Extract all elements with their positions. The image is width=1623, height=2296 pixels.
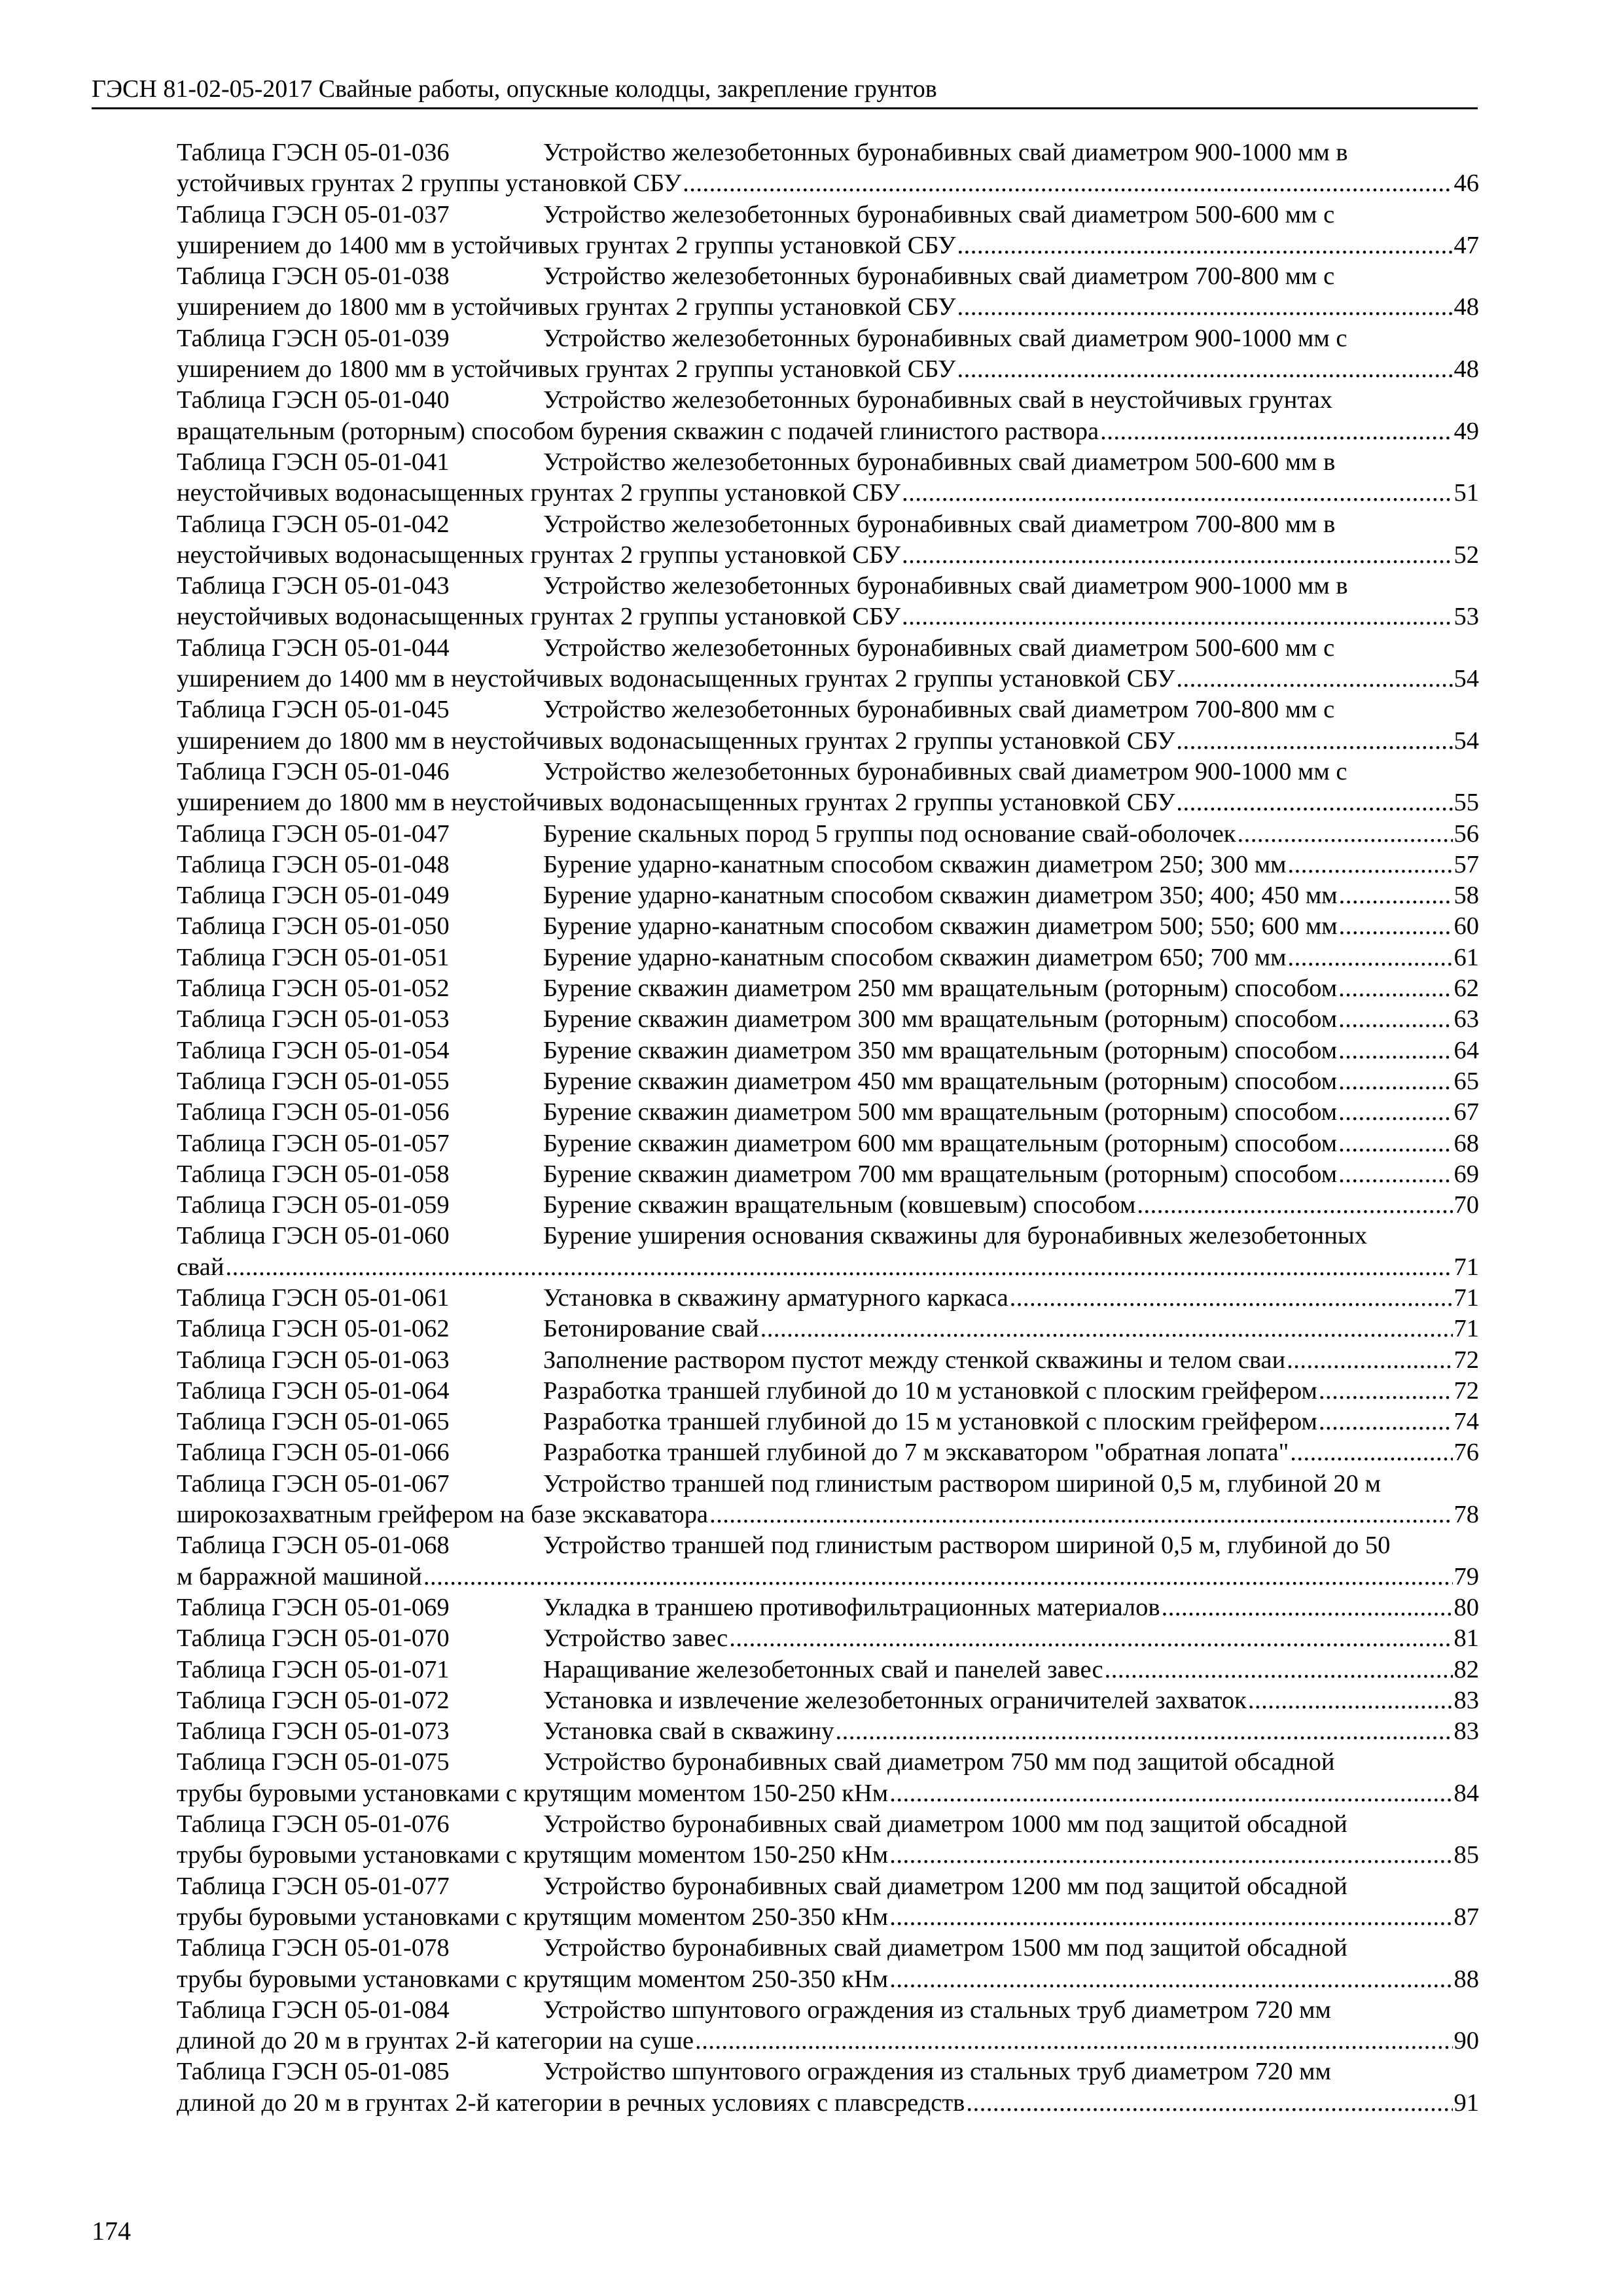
toc-entry[interactable] [177, 385, 1479, 447]
toc-page-number: 70 [1454, 1191, 1479, 1219]
toc-entry-title: Устройство завес [543, 1624, 728, 1653]
toc-table-code: Таблица ГЭСН 05-01-064 [177, 1376, 450, 1405]
toc-table-code: Таблица ГЭСН 05-01-036 [177, 139, 450, 166]
toc-dot-leader [1338, 973, 1452, 1004]
toc-page-number: 76 [1454, 1439, 1479, 1467]
toc-entry-title: Устройство железобетонных буронабивных свай диаметром 900-1000 мм с [543, 324, 1347, 352]
toc-entry[interactable] [177, 1221, 1479, 1283]
toc-table-code: Таблица ГЭСН 05-01-057 [177, 1129, 450, 1157]
toc-page-number: 48 [1454, 293, 1479, 321]
toc-entry-title-continued: уширением до 1800 мм в неустойчивых водонасыщенных грунтах 2 группы установкой СБУ [177, 789, 1175, 817]
toc-table-code: Таблица ГЭСН 05-01-053 [177, 1005, 450, 1033]
toc-table-code: Таблица ГЭСН 05-01-059 [177, 1191, 450, 1219]
toc-dot-leader [902, 540, 1452, 571]
toc-dot-leader [1137, 1190, 1452, 1221]
toc-entry[interactable] [177, 2056, 1479, 2119]
toc-dot-leader [835, 1716, 1452, 1747]
toc-dot-leader [1105, 1655, 1453, 1685]
toc-entry-title-continued: трубы буровыми установками с крутящим моментом 150-250 кНм [177, 1841, 889, 1869]
toc-entry-title: Установка в скважину арматурного каркаса [543, 1283, 1008, 1312]
toc-entry[interactable] [177, 1066, 1479, 1097]
toc-page-number: 62 [1454, 975, 1479, 1003]
toc-entry[interactable] [177, 1190, 1479, 1221]
toc-entry[interactable] [177, 1592, 1479, 1623]
toc-entry-title: Заполнение раствором пустот между стенкой скважины и телом сваи [543, 1346, 1286, 1374]
running-header: ГЭСН 81-02-05-2017 Свайные работы, опускные колодцы, закрепление грунтов [92, 73, 1478, 109]
toc-table-code: Таблица ГЭСН 05-01-048 [177, 850, 450, 878]
toc-page-number: 88 [1454, 1965, 1479, 1993]
toc-page-number: 90 [1454, 2027, 1479, 2055]
toc-entry-title-continued: длиной до 20 м в грунтах 2-й категории в речных условиях с плавсредств [177, 2089, 965, 2117]
toc-table-code: Таблица ГЭСН 05-01-070 [177, 1624, 450, 1653]
toc-entry[interactable] [177, 1283, 1479, 1314]
toc-dot-leader [1288, 850, 1453, 880]
toc-page-number: 78 [1454, 1501, 1479, 1529]
toc-entry[interactable] [177, 694, 1479, 757]
toc-page-number: 51 [1454, 479, 1479, 507]
toc-entry-title: Устройство буронабивных свай диаметром 1200 мм под защитой обсадной [543, 1872, 1347, 1900]
toc-dot-leader [709, 1499, 1452, 1530]
toc-table-code: Таблица ГЭСН 05-01-050 [177, 912, 450, 941]
toc-dot-leader [1319, 1376, 1453, 1407]
toc-entry-title-continued: вращательным (роторным) способом бурения скважин с подачей глинистого раствора [177, 417, 1099, 445]
toc-entry[interactable] [177, 1716, 1479, 1747]
toc-entry[interactable] [177, 1035, 1479, 1066]
toc-table-code: Таблица ГЭСН 05-01-068 [177, 1532, 450, 1560]
toc-page-number: 63 [1454, 1005, 1479, 1033]
toc-table-code: Таблица ГЭСН 05-01-078 [177, 1934, 450, 1962]
toc-table-code: Таблица ГЭСН 05-01-066 [177, 1439, 450, 1467]
toc-table-code: Таблица ГЭСН 05-01-067 [177, 1469, 450, 1498]
toc-dot-leader [1238, 819, 1453, 850]
toc-entry[interactable] [177, 200, 1479, 262]
toc-dot-leader [683, 168, 1452, 199]
toc-entry-title: Устройство железобетонных буронабивных свай диаметром 700-800 мм с [543, 696, 1335, 724]
toc-page-number: 57 [1454, 850, 1479, 878]
toc-entry-title: Установка и извлечение железобетонных ограничителей захваток [543, 1686, 1247, 1714]
toc-entry-title: Устройство траншей под глинистым раствором шириной 0,5 м, глубиной до 50 [543, 1532, 1391, 1560]
toc-entry[interactable] [177, 447, 1479, 509]
toc-page-number: 53 [1454, 603, 1479, 631]
toc-entry-title: Устройство железобетонных буронабивных свай диаметром 900-1000 мм в [543, 139, 1348, 166]
toc-entry-title: Разработка траншей глубиной до 10 м установкой с плоским грейфером [543, 1376, 1317, 1405]
toc-table-code: Таблица ГЭСН 05-01-045 [177, 696, 450, 724]
toc-entry-title: Бетонирование свай [543, 1315, 759, 1343]
toc-page-number: 55 [1454, 789, 1479, 817]
toc-table-code: Таблица ГЭСН 05-01-061 [177, 1283, 450, 1312]
toc-entry-title: Бурение скважин вращательным (ковшевым) способом [543, 1191, 1136, 1219]
page-number: 174 [92, 2216, 131, 2246]
toc-entry-title: Бурение скальных пород 5 группы под основание свай-оболочек [543, 819, 1236, 848]
toc-dot-leader [1319, 1407, 1453, 1437]
toc-entry[interactable] [177, 1437, 1479, 1468]
toc-entry-title-continued: уширением до 1800 мм в неустойчивых водонасыщенных грунтах 2 группы установкой СБУ [177, 726, 1175, 755]
toc-table-code: Таблица ГЭСН 05-01-040 [177, 386, 450, 414]
toc-entry-title-continued: широкозахватным грейфером на базе экскаватора [177, 1501, 709, 1529]
toc-entry-title: Разработка траншей глубиной до 7 м экскаватором "обратная лопата" [543, 1439, 1289, 1467]
toc-table-code: Таблица ГЭСН 05-01-056 [177, 1098, 450, 1126]
toc-page-number: 80 [1454, 1593, 1479, 1621]
toc-dot-leader [1339, 880, 1453, 911]
toc-dot-leader [695, 2026, 1453, 2056]
toc-table-code: Таблица ГЭСН 05-01-085 [177, 2058, 450, 2086]
toc-entry[interactable] [177, 942, 1479, 973]
toc-entry-title: Устройство железобетонных буронабивных свай диаметром 500-600 мм с [543, 634, 1335, 662]
toc-page-number: 83 [1454, 1686, 1479, 1714]
toc-dot-leader [1176, 787, 1452, 818]
toc-entry-title: Разработка траншей глубиной до 15 м установкой с плоским грейфером [543, 1408, 1317, 1436]
toc-table-code: Таблица ГЭСН 05-01-043 [177, 572, 450, 600]
toc-entry-title: Устройство железобетонных буронабивных свай диаметром 900-1000 мм в [543, 572, 1348, 600]
toc-page-number: 83 [1454, 1717, 1479, 1746]
toc-page-number: 54 [1454, 726, 1479, 755]
toc-dot-leader [1338, 1066, 1452, 1097]
toc-entry-title-continued: уширением до 1800 мм в устойчивых грунтах 2 группы установкой СБУ [177, 355, 956, 384]
toc-entry-title: Бурение скважин диаметром 450 мм вращательным (роторным) способом [543, 1067, 1338, 1095]
toc-dot-leader [889, 1778, 1452, 1809]
toc-entry[interactable] [177, 1871, 1479, 1933]
toc-entry-title-continued: трубы буровыми установками с крутящим моментом 150-250 кНм [177, 1779, 889, 1807]
toc-entry-title: Бурение скважин диаметром 700 мм вращательным (роторным) способом [543, 1160, 1338, 1188]
toc-entry-title-continued: устойчивых грунтах 2 группы установкой СБУ [177, 170, 682, 198]
toc-page-number: 72 [1454, 1346, 1479, 1374]
toc-entry-title: Устройство буронабивных свай диаметром 1500 мм под защитой обсадной [543, 1934, 1347, 1962]
table-of-contents [177, 137, 1479, 2119]
toc-entry[interactable] [177, 1097, 1479, 1128]
toc-entry-title-continued: уширением до 1400 мм в неустойчивых водонасыщенных грунтах 2 группы установкой СБУ [177, 665, 1175, 693]
toc-entry-title: Устройство траншей под глинистым раствором шириной 0,5 м, глубиной 20 м [543, 1469, 1381, 1498]
toc-dot-leader [1176, 664, 1452, 694]
toc-entry[interactable] [177, 1314, 1479, 1344]
toc-table-code: Таблица ГЭСН 05-01-037 [177, 200, 450, 228]
toc-page-number: 64 [1454, 1036, 1479, 1064]
toc-entry-title-continued: трубы буровыми установками с крутящим моментом 250-350 кНм [177, 1965, 889, 1993]
toc-dot-leader [760, 1314, 1453, 1344]
toc-page-number: 46 [1454, 170, 1479, 198]
toc-table-code: Таблица ГЭСН 05-01-077 [177, 1872, 450, 1900]
toc-entry-title: Бурение скважин диаметром 300 мм вращательным (роторным) способом [543, 1005, 1338, 1033]
toc-entry-title: Устройство железобетонных буронабивных свай диаметром 500-600 мм с [543, 200, 1335, 228]
toc-entry[interactable] [177, 1407, 1479, 1437]
toc-page-number: 52 [1454, 541, 1479, 569]
toc-page-number: 84 [1454, 1779, 1479, 1807]
toc-table-code: Таблица ГЭСН 05-01-060 [177, 1222, 450, 1250]
toc-dot-leader [902, 601, 1452, 632]
toc-dot-leader [1248, 1685, 1453, 1716]
toc-entry[interactable] [177, 1655, 1479, 1685]
toc-dot-leader [1176, 726, 1452, 757]
toc-table-code: Таблица ГЭСН 05-01-044 [177, 634, 450, 662]
toc-page-number: 91 [1454, 2089, 1479, 2117]
toc-dot-leader [1338, 1004, 1452, 1035]
toc-dot-leader [1339, 911, 1453, 942]
toc-page-number: 72 [1454, 1376, 1479, 1405]
toc-dot-leader [1338, 1128, 1452, 1159]
toc-dot-leader [1162, 1592, 1453, 1623]
toc-page-number: 85 [1454, 1841, 1479, 1869]
toc-entry-title-continued: уширением до 1800 мм в устойчивых грунтах 2 группы установкой СБУ [177, 293, 956, 321]
toc-table-code: Таблица ГЭСН 05-01-071 [177, 1655, 450, 1683]
toc-page-number: 74 [1454, 1408, 1479, 1436]
toc-table-code: Таблица ГЭСН 05-01-038 [177, 262, 450, 291]
toc-entry[interactable] [177, 819, 1479, 850]
toc-dot-leader [1287, 1345, 1452, 1376]
toc-entry[interactable] [177, 1469, 1479, 1531]
toc-dot-leader [1338, 1097, 1452, 1128]
toc-table-code: Таблица ГЭСН 05-01-069 [177, 1593, 450, 1621]
toc-entry-title: Установка свай в скважину [543, 1717, 834, 1746]
toc-entry-title-continued: уширением до 1400 мм в устойчивых грунтах 2 группы установкой СБУ [177, 231, 956, 259]
toc-table-code: Таблица ГЭСН 05-01-072 [177, 1686, 450, 1714]
toc-entry[interactable] [177, 1004, 1479, 1035]
toc-page-number: 54 [1454, 665, 1479, 693]
toc-entry[interactable] [177, 880, 1479, 911]
toc-table-code: Таблица ГЭСН 05-01-051 [177, 943, 450, 971]
toc-entry-title: Устройство железобетонных буронабивных свай диаметром 700-800 мм с [543, 262, 1335, 291]
toc-dot-leader [225, 1252, 1452, 1283]
toc-dot-leader [889, 1840, 1452, 1871]
toc-dot-leader [1290, 1437, 1452, 1468]
toc-table-code: Таблица ГЭСН 05-01-084 [177, 1996, 450, 2024]
toc-entry[interactable] [177, 1530, 1479, 1592]
toc-entry-title: Устройство шпунтового ограждения из стальных труб диаметром 720 мм [543, 2058, 1331, 2086]
toc-table-code: Таблица ГЭСН 05-01-062 [177, 1315, 450, 1343]
toc-page-number: 58 [1454, 882, 1479, 910]
toc-page-number: 48 [1454, 355, 1479, 384]
toc-dot-leader [1010, 1283, 1453, 1314]
toc-dot-leader [1288, 942, 1453, 973]
toc-page-number: 61 [1454, 943, 1479, 971]
toc-entry[interactable] [177, 323, 1479, 386]
toc-entry[interactable] [177, 973, 1479, 1004]
toc-entry-title: Бурение ударно-канатным способом скважин диаметром 250; 300 мм [543, 850, 1287, 878]
toc-entry[interactable] [177, 633, 1479, 695]
toc-dot-leader [966, 2088, 1452, 2119]
toc-table-code: Таблица ГЭСН 05-01-046 [177, 757, 450, 785]
toc-entry-title: Укладка в траншею противофильтрационных материалов [543, 1593, 1160, 1621]
toc-table-code: Таблица ГЭСН 05-01-075 [177, 1748, 450, 1776]
toc-page-number: 71 [1454, 1283, 1479, 1312]
toc-entry-title: Бурение скважин диаметром 350 мм вращательным (роторным) способом [543, 1036, 1338, 1064]
toc-entry[interactable] [177, 1809, 1479, 1871]
toc-entry-title: Наращивание железобетонных свай и панелей завес [543, 1655, 1103, 1683]
toc-entry[interactable] [177, 757, 1479, 819]
toc-table-code: Таблица ГЭСН 05-01-055 [177, 1067, 450, 1095]
toc-entry-title: Устройство железобетонных буронабивных свай в неустойчивых грунтах [543, 386, 1333, 414]
toc-page-number: 67 [1454, 1098, 1479, 1126]
toc-dot-leader [957, 292, 1452, 323]
toc-entry[interactable] [177, 1376, 1479, 1407]
toc-table-code: Таблица ГЭСН 05-01-063 [177, 1346, 450, 1374]
toc-entry-title-continued: трубы буровыми установками с крутящим моментом 250-350 кНм [177, 1903, 889, 1931]
toc-dot-leader [957, 230, 1452, 261]
toc-entry-title: Устройство железобетонных буронабивных свай диаметром 500-600 мм в [543, 448, 1336, 476]
toc-entry-title: Устройство железобетонных буронабивных свай диаметром 700-800 мм в [543, 510, 1336, 538]
toc-entry-title-continued: неустойчивых водонасыщенных грунтах 2 группы установкой СБУ [177, 479, 901, 507]
toc-table-code: Таблица ГЭСН 05-01-054 [177, 1036, 450, 1064]
toc-entry[interactable] [177, 1933, 1479, 1995]
toc-page-number: 79 [1454, 1562, 1479, 1590]
toc-dot-leader [889, 1902, 1452, 1933]
toc-entry-title: Бурение ударно-канатным способом скважин диаметром 500; 550; 600 мм [543, 912, 1338, 941]
toc-table-code: Таблица ГЭСН 05-01-076 [177, 1810, 450, 1839]
toc-dot-leader [1338, 1159, 1452, 1190]
toc-table-code: Таблица ГЭСН 05-01-047 [177, 819, 450, 848]
toc-entry-title: Устройство железобетонных буронабивных свай диаметром 900-1000 мм с [543, 757, 1347, 785]
toc-entry[interactable] [177, 571, 1479, 633]
toc-page-number: 47 [1454, 231, 1479, 259]
toc-table-code: Таблица ГЭСН 05-01-041 [177, 448, 450, 476]
toc-entry-title: Бурение скважин диаметром 600 мм вращательным (роторным) способом [543, 1129, 1338, 1157]
toc-entry[interactable] [177, 1345, 1479, 1376]
toc-entry[interactable] [177, 137, 1479, 200]
toc-dot-leader [957, 354, 1452, 385]
toc-entry[interactable] [177, 261, 1479, 323]
toc-entry-title-continued: длиной до 20 м в грунтах 2-й категории на суше [177, 2027, 694, 2055]
toc-entry-title-continued: неустойчивых водонасыщенных грунтах 2 группы установкой СБУ [177, 541, 901, 569]
toc-entry-title: Бурение скважин диаметром 250 мм вращательным (роторным) способом [543, 975, 1338, 1003]
toc-entry-title-continued: м барражной машиной [177, 1562, 422, 1590]
toc-entry[interactable] [177, 1747, 1479, 1809]
toc-table-code: Таблица ГЭСН 05-01-073 [177, 1717, 450, 1746]
toc-dot-leader [889, 1964, 1452, 1995]
toc-entry-title: Бурение ударно-канатным способом скважин диаметром 350; 400; 450 мм [543, 882, 1338, 910]
toc-table-code: Таблица ГЭСН 05-01-052 [177, 975, 450, 1003]
toc-entry[interactable] [177, 1159, 1479, 1190]
toc-table-code: Таблица ГЭСН 05-01-049 [177, 882, 450, 910]
toc-entry[interactable] [177, 911, 1479, 942]
toc-entry[interactable] [177, 1995, 1479, 2057]
toc-entry[interactable] [177, 850, 1479, 880]
toc-dot-leader [902, 478, 1452, 509]
toc-page-number: 49 [1454, 417, 1479, 445]
toc-dot-leader [423, 1562, 1453, 1592]
toc-entry[interactable] [177, 1128, 1479, 1159]
toc-table-code: Таблица ГЭСН 05-01-042 [177, 510, 450, 538]
toc-dot-leader [1338, 1035, 1452, 1066]
toc-entry-title: Устройство буронабивных свай диаметром 1000 мм под защитой обсадной [543, 1810, 1347, 1839]
toc-entry-title-continued: неустойчивых водонасыщенных грунтах 2 группы установкой СБУ [177, 603, 901, 631]
toc-page-number: 56 [1454, 819, 1479, 848]
toc-entry-title: Бурение ударно-канатным способом скважин диаметром 650; 700 мм [543, 943, 1287, 971]
toc-entry[interactable] [177, 1623, 1479, 1654]
toc-table-code: Таблица ГЭСН 05-01-065 [177, 1408, 450, 1436]
toc-entry[interactable] [177, 1685, 1479, 1716]
toc-table-code: Таблица ГЭСН 05-01-039 [177, 324, 450, 352]
toc-page-number: 71 [1454, 1315, 1479, 1343]
toc-page-number: 71 [1454, 1253, 1479, 1281]
toc-entry[interactable] [177, 509, 1479, 571]
toc-table-code: Таблица ГЭСН 05-01-058 [177, 1160, 450, 1188]
toc-page-number: 69 [1454, 1160, 1479, 1188]
toc-page-number: 82 [1454, 1655, 1479, 1683]
toc-page-number: 65 [1454, 1067, 1479, 1095]
toc-page-number: 87 [1454, 1903, 1479, 1931]
toc-entry-title: Устройство буронабивных свай диаметром 750 мм под защитой обсадной [543, 1748, 1335, 1776]
toc-dot-leader [1100, 416, 1452, 447]
toc-page-number: 81 [1454, 1624, 1479, 1653]
toc-entry-title: Бурение уширения основания скважины для буронабивных железобетонных [543, 1222, 1367, 1250]
toc-page-number: 60 [1454, 912, 1479, 941]
toc-dot-leader [729, 1623, 1452, 1654]
toc-entry-title: Устройство шпунтового ограждения из стальных труб диаметром 720 мм [543, 1996, 1331, 2024]
toc-entry-title: Бурение скважин диаметром 500 мм вращательным (роторным) способом [543, 1098, 1338, 1126]
toc-entry-title-continued: свай [177, 1253, 224, 1281]
toc-page-number: 68 [1454, 1129, 1479, 1157]
